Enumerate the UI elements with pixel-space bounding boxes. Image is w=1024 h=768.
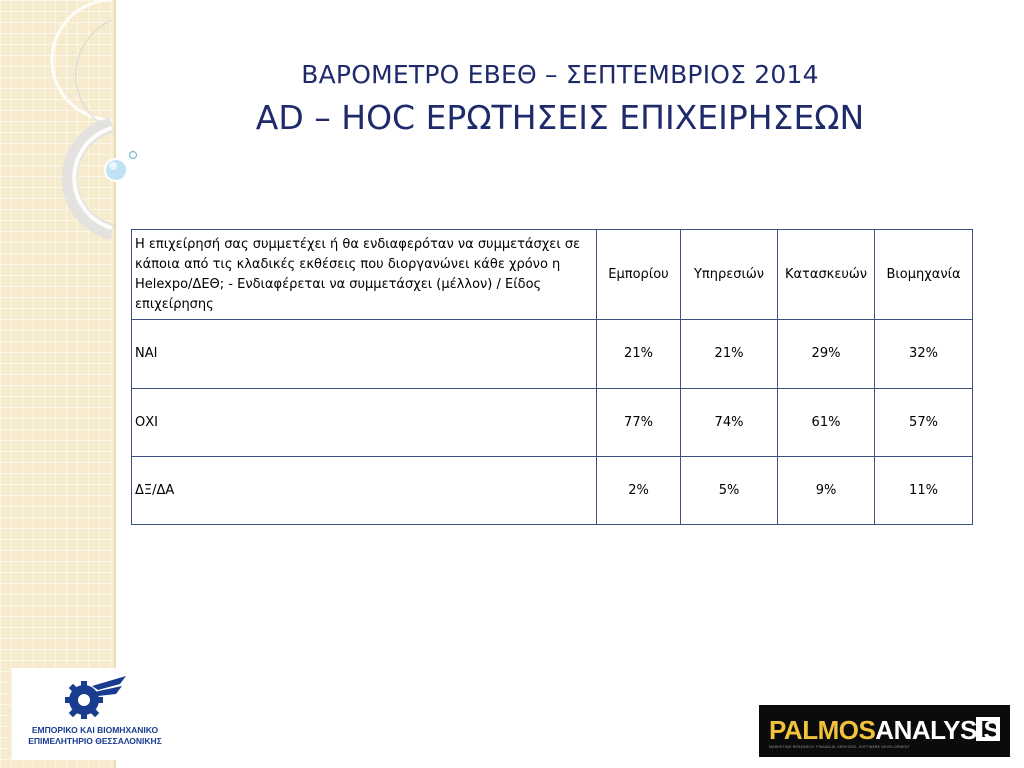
- question-header: Η επιχείρησή σας συμμετέχει ή θα ενδιαφερόταν να συμμετάσχει σε κάποια από τις κλαδικές εκθέσεις που διοργανώνει κάθε χρόνο η Helexpo/ΔΕΘ; - Ενδιαφέρεται να συμμετάσχει (μέλλον) / Είδος επιχείρησης: [132, 230, 597, 320]
- column-header: Υπηρεσιών: [681, 230, 778, 320]
- table-cell: 74%: [681, 388, 778, 456]
- table-header-row: [132, 230, 973, 320]
- row-label: ΔΞ/ΔΑ: [132, 456, 597, 524]
- table-cell: 5%: [681, 456, 778, 524]
- table-cell: 2%: [597, 456, 681, 524]
- table-row: [132, 388, 973, 456]
- table-cell: 21%: [681, 320, 778, 388]
- table-cell: 57%: [875, 388, 973, 456]
- table-cell: 11%: [875, 456, 973, 524]
- page-title: ΒΑΡΟΜΕΤΡΟ ΕΒΕΘ – ΣΕΠΤΕΜΒΡΙΟΣ 2014: [301, 60, 819, 89]
- row-label: ΟΧΙ: [132, 388, 597, 456]
- ebeth-name-line2: ΕΠΙΜΕΛΗΤΗΡΙΟ ΘΕΣΣΑΛΟΝΙΚΗΣ: [28, 736, 162, 746]
- wordmark-part-2: ANALYSIS: [875, 715, 1001, 745]
- square-icon: [976, 717, 1000, 741]
- table-cell: 21%: [597, 320, 681, 388]
- gear-wing-icon: [62, 672, 128, 722]
- wordmark-part-1: PALMOS: [769, 715, 876, 745]
- palmos-tagline: MARKETING RESEARCH, FINANCIAL SERVICES, SOFTWARE DEVELOPMENT: [769, 745, 911, 749]
- table-cell: 9%: [778, 456, 875, 524]
- table-row: [132, 320, 973, 388]
- table-cell: 61%: [778, 388, 875, 456]
- column-header: Εμπορίου: [597, 230, 681, 320]
- column-header: Κατασκευών: [778, 230, 875, 320]
- palmos-analysis-wordmark: [769, 715, 1000, 746]
- row-label: ΝΑΙ: [132, 320, 597, 388]
- palmos-analysis-logo: [759, 705, 1010, 757]
- ebeth-logo: [12, 668, 178, 760]
- table-row: [132, 456, 973, 524]
- table-cell: 77%: [597, 388, 681, 456]
- table-cell: 32%: [875, 320, 973, 388]
- column-header: Βιομηχανία: [875, 230, 973, 320]
- page-subtitle: AD – HOC ΕΡΩΤΗΣΕΙΣ ΕΠΙΧΕΙΡΗΣΕΩΝ: [255, 98, 865, 137]
- survey-table: [131, 229, 973, 525]
- ebeth-name-line1: ΕΜΠΟΡΙΚΟ ΚΑΙ ΒΙΟΜΗΧΑΝΙΚΟ: [31, 725, 159, 735]
- table-cell: 29%: [778, 320, 875, 388]
